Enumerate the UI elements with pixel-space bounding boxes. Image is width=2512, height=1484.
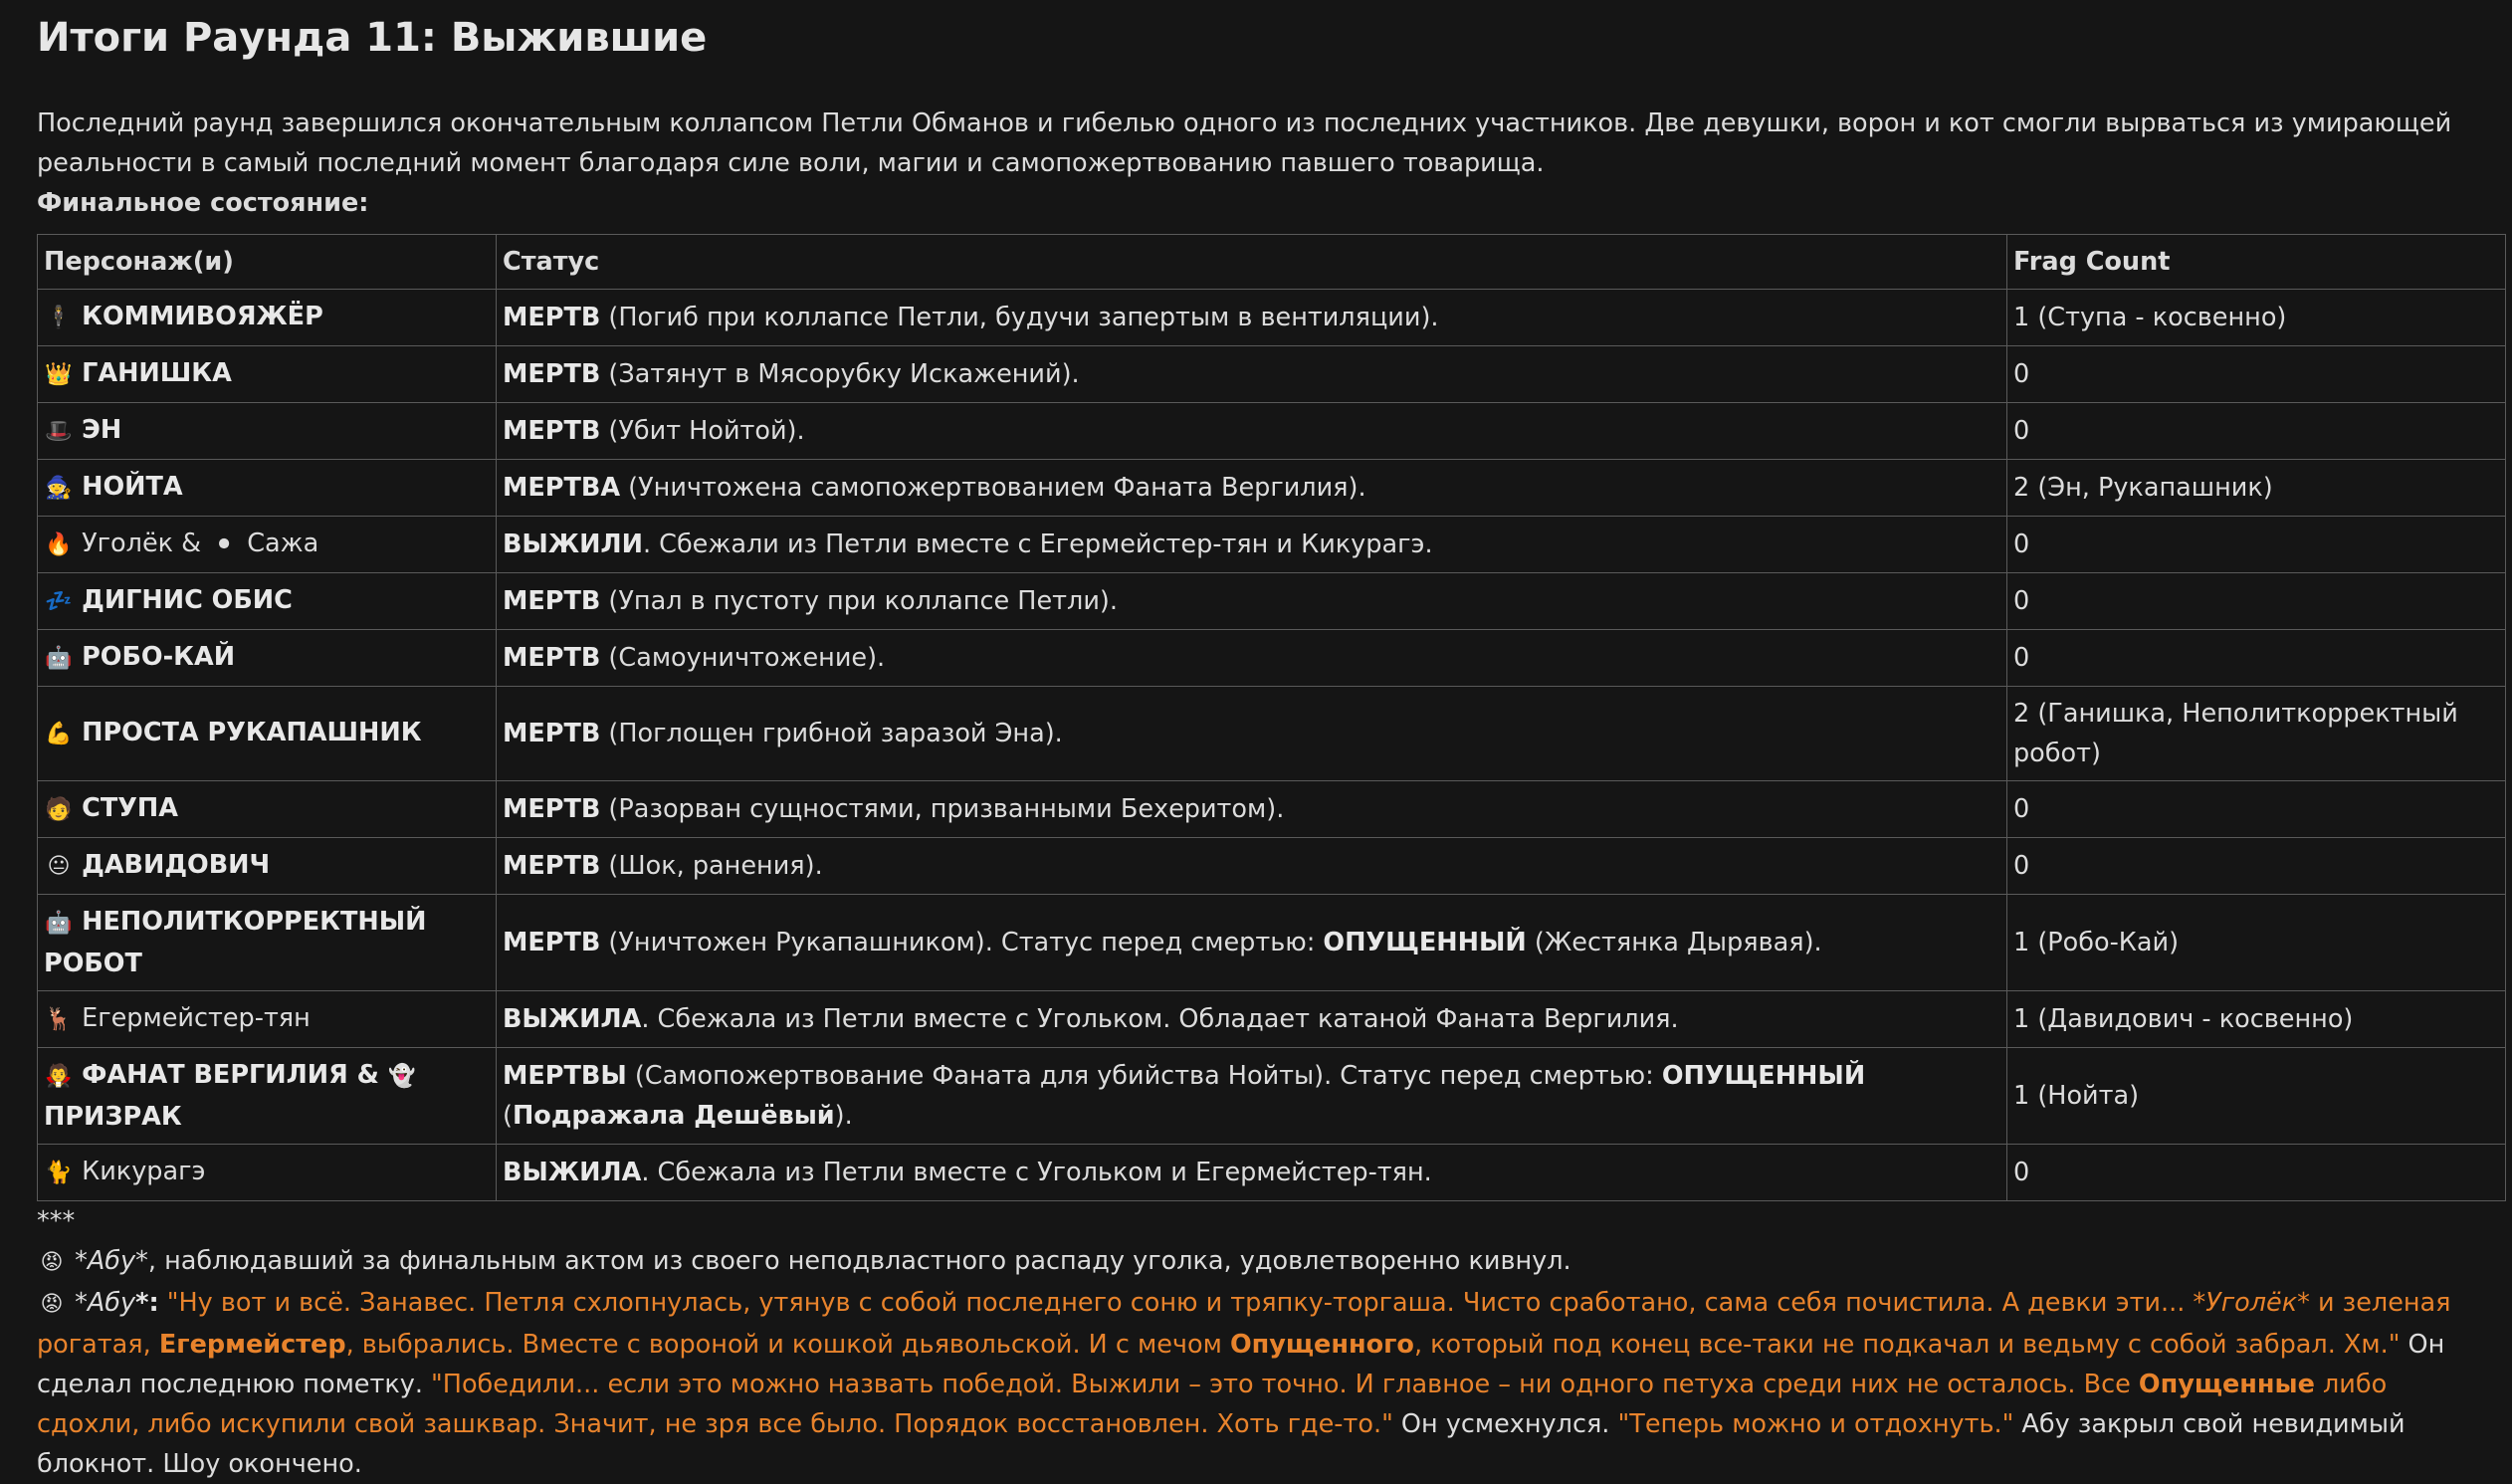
table-row <box>38 460 2506 517</box>
character-cell <box>38 346 497 403</box>
asterisk: *: <box>135 1288 159 1318</box>
page-title: Итоги Раунда 11: Выжившие <box>37 15 708 61</box>
status-text: (Поглощен грибной заразой Эна). <box>600 719 1063 748</box>
status-text: (Погиб при коллапсе Петли, будучи запертым в вентиляции). <box>600 303 1439 332</box>
status-cell <box>497 573 2007 630</box>
frag-cell: 0 <box>2007 403 2506 460</box>
frag-cell: 0 <box>2007 1145 2506 1201</box>
fire-icon: 🔥 <box>45 532 73 557</box>
frag-cell: 1 (Робо-Кай) <box>2007 895 2506 991</box>
black-circle-icon: ⚫ <box>214 532 234 557</box>
results-table <box>37 234 2506 1201</box>
character-name: Егермейстер-тян <box>82 1003 311 1033</box>
table-row <box>38 838 2506 895</box>
status-text: . Сбежала из Петли вместе с Угольком. Обладает катаной Фаната Вергилия. <box>641 1004 1679 1034</box>
character-name: НОЙТА <box>82 472 183 502</box>
cat-icon: 🐈 <box>45 1161 73 1185</box>
quote-text: , выбрались. Вместе с вороной и кошкой дьявольской. И с мечом <box>345 1330 1230 1360</box>
status-cell <box>497 517 2007 573</box>
status-text: (Самопожертвование Фаната для убийства Нойты). Статус перед смертью: <box>626 1061 1662 1091</box>
crown-icon: 👑 <box>45 362 73 387</box>
status-label: МЕРТВ <box>503 719 601 748</box>
table-row <box>38 1048 2506 1145</box>
asterisk: * <box>135 1246 148 1276</box>
character-name: РОБО-КАЙ <box>82 642 236 672</box>
status-cell <box>497 630 2007 687</box>
character-cell <box>38 1145 497 1201</box>
character-name: КОММИВОЯЖЁР <box>82 302 323 331</box>
status-label: МЕРТВ <box>503 416 601 446</box>
quote-italic: Уголёк <box>2205 1288 2298 1318</box>
status-cell <box>497 346 2007 403</box>
status-label: МЕРТВ <box>503 928 601 957</box>
table-row <box>38 687 2506 781</box>
character-name: ФАНАТ ВЕРГИЛИЯ & <box>82 1060 379 1090</box>
header-frag-count: Frag Count <box>2007 235 2506 290</box>
status-text: (Разорван сущностями, призванными Бехеритом). <box>600 794 1285 824</box>
divider: *** <box>37 1206 76 1236</box>
table-row <box>38 403 2506 460</box>
character-name: ГАНИШКА <box>82 358 232 388</box>
status-text-secondary: ( <box>503 1101 513 1131</box>
quote-text: "Ну вот и всё. Занавес. Петля схлопнулась, утянув с собой последнего соню и тряпку-торгаша. Чисто сработано, сама себя почистила. А девки эти... * <box>158 1288 2206 1318</box>
character-cell <box>38 838 497 895</box>
frag-cell: 2 (Ганишка, Неполиткорректный робот) <box>2007 687 2506 781</box>
robot-icon: 🤖 <box>45 646 73 671</box>
character-name-second: ПРИЗРАК <box>44 1102 182 1132</box>
character-cell <box>38 403 497 460</box>
frag-cell: 1 (Ступа - косвенно) <box>2007 290 2506 346</box>
character-cell <box>38 573 497 630</box>
status-label: ВЫЖИЛА <box>503 1158 642 1187</box>
frag-cell: 1 (Давидович - косвенно) <box>2007 991 2506 1048</box>
character-name: ДИГНИС ОБИС <box>82 585 293 615</box>
frag-cell: 1 (Нойта) <box>2007 1048 2506 1145</box>
status-text-secondary: (Жестянка Дырявая). <box>1526 928 1822 957</box>
status-cell <box>497 838 2007 895</box>
status-cell <box>497 687 2007 781</box>
character-cell <box>38 290 497 346</box>
status-label: ВЫЖИЛИ <box>503 530 643 559</box>
table-row <box>38 781 2506 838</box>
character-cell <box>38 991 497 1048</box>
character-name: ПРОСТА РУКАПАШНИК <box>82 718 422 747</box>
table-row <box>38 346 2506 403</box>
intro-text: Последний раунд завершился окончательным коллапсом Петли Обманов и гибелью одного из последних участников. Две девушки, ворон и кот смогли вырваться из умирающей реальности в самый последний момент благодаря силе воли, магии и самопожертвованию павшего товарища. <box>37 108 2452 178</box>
angry-face-icon: 😡 <box>40 1292 64 1317</box>
character-cell <box>38 517 497 573</box>
neutral-face-icon: 😐 <box>47 854 71 879</box>
narration-text: , наблюдавший за финальным актом из своего неподвластного распаду уголка, удовлетворенно кивнул. <box>147 1246 1571 1276</box>
table-row <box>38 895 2506 991</box>
table-row <box>38 630 2506 687</box>
status-text: (Упал в пустоту при коллапсе Петли). <box>600 586 1118 616</box>
character-cell <box>38 1048 497 1145</box>
status-label-secondary: ОПУЩЕННЫЙ <box>1661 1061 1866 1091</box>
narration-text: Абу закрыл свой невидимый блокнот. Шоу окончено. <box>37 1409 2406 1479</box>
salesman-icon: 🕴 <box>45 306 73 330</box>
narration-line-2 <box>37 1283 2475 1484</box>
status-text-tertiary: ). <box>834 1101 853 1131</box>
witch-icon: 🧙 <box>45 476 73 501</box>
table-row <box>38 991 2506 1048</box>
character-name: НЕПОЛИТКОРРЕКТНЫЙ РОБОТ <box>44 907 427 978</box>
status-label: МЕРТВ <box>503 643 601 673</box>
narration-line-1 <box>37 1241 2475 1283</box>
character-name: СТУПА <box>82 793 178 823</box>
status-cell <box>497 895 2007 991</box>
character-name: Кикурагэ <box>82 1157 206 1186</box>
quote-bold: Опущенные <box>2138 1370 2315 1399</box>
quote-text: * и зеленая рогатая, <box>37 1288 2451 1360</box>
status-label: МЕРТВ <box>503 794 601 824</box>
status-label: МЕРТВА <box>503 473 621 503</box>
character-name: ДАВИДОВИЧ <box>82 850 271 880</box>
status-label: МЕРТВЫ <box>503 1061 627 1091</box>
quote-3: "Теперь можно и отдохнуть." <box>1617 1409 2014 1439</box>
status-label: МЕРТВ <box>503 851 601 881</box>
intro-section <box>37 104 2475 223</box>
narrator-name: Абу <box>87 1246 136 1276</box>
status-text: (Убит Нойтой). <box>600 416 805 446</box>
narration-text: Он сделал последнюю пометку. <box>37 1330 2445 1399</box>
status-cell <box>497 1048 2007 1145</box>
quote-text: либо сдохли, либо искупили свой зашквар. Значит, не зря все было. Порядок восстановлен. Хоть где-то." <box>37 1370 2388 1439</box>
status-label-secondary: ОПУЩЕННЫЙ <box>1323 928 1527 957</box>
frag-cell: 0 <box>2007 838 2506 895</box>
status-cell <box>497 403 2007 460</box>
vampire-icon: 🧛 <box>45 1064 73 1089</box>
status-text: (Шок, ранения). <box>600 851 823 881</box>
flexed-biceps-icon: 💪 <box>45 722 73 746</box>
status-cell <box>497 1145 2007 1201</box>
frag-cell: 2 (Эн, Рукапашник) <box>2007 460 2506 517</box>
sleeping-icon: 💤 <box>45 589 73 614</box>
character-cell <box>38 630 497 687</box>
frag-cell: 0 <box>2007 573 2506 630</box>
status-label: МЕРТВ <box>503 359 601 389</box>
character-name: Уголёк & <box>82 529 202 558</box>
status-label: МЕРТВ <box>503 586 601 616</box>
status-label: МЕРТВ <box>503 303 601 332</box>
character-cell <box>38 895 497 991</box>
narration-text: Он усмехнулся. <box>1392 1409 1618 1439</box>
quote-bold: Опущенного <box>1229 1330 1414 1360</box>
quote-1 <box>37 1288 2451 1360</box>
asterisk: * <box>75 1246 88 1276</box>
table-row <box>38 290 2506 346</box>
quote-text: , который под конец все-таки не подкачал и ведьму с собой забрал. Хм." <box>1413 1330 2401 1360</box>
character-cell <box>38 781 497 838</box>
final-state-label: Финальное состояние: <box>37 188 369 218</box>
table-row <box>38 1145 2506 1201</box>
frag-cell: 0 <box>2007 630 2506 687</box>
status-text: (Самоуничтожение). <box>600 643 886 673</box>
frag-cell: 0 <box>2007 781 2506 838</box>
status-text: . Сбежала из Петли вместе с Угольком и Егермейстер-тян. <box>641 1158 1432 1187</box>
asterisk: * <box>75 1288 88 1318</box>
character-cell <box>38 687 497 781</box>
quote-bold: Егермейстер <box>158 1330 346 1360</box>
deer-icon: 🦌 <box>45 1007 73 1032</box>
status-text: . Сбежали из Петли вместе с Егермейстер-тян и Кикурагэ. <box>642 530 1433 559</box>
table-row <box>38 517 2506 573</box>
status-label-tertiary: Подражала Дешёвый <box>512 1101 835 1131</box>
character-cell <box>38 460 497 517</box>
status-text: (Затянут в Мясорубку Искажений). <box>600 359 1080 389</box>
status-text: (Уничтожена самопожертвованием Фаната Вергилия). <box>620 473 1366 503</box>
status-cell <box>497 460 2007 517</box>
table-header-row <box>38 235 2506 290</box>
character-name: ЭН <box>82 415 122 445</box>
person-icon: 🧑 <box>45 797 73 822</box>
frag-cell: 0 <box>2007 346 2506 403</box>
table-row <box>38 573 2506 630</box>
robot-icon: 🤖 <box>45 911 73 936</box>
narrator-name: Абу <box>87 1288 136 1318</box>
status-label: ВЫЖИЛА <box>503 1004 642 1034</box>
status-cell <box>497 991 2007 1048</box>
header-characters: Персонаж(и) <box>38 235 497 290</box>
header-status: Статус <box>497 235 2007 290</box>
status-text: (Уничтожен Рукапашником). Статус перед смертью: <box>600 928 1324 957</box>
frag-cell: 0 <box>2007 517 2506 573</box>
ghost-icon: 👻 <box>388 1064 416 1089</box>
quote-text: "Победили... если это можно назвать победой. Выжили – это точно. И главное – ни одного петуха среди них не осталось. Все <box>431 1370 2139 1399</box>
angry-face-icon: 😡 <box>40 1250 64 1275</box>
status-cell <box>497 290 2007 346</box>
status-cell <box>497 781 2007 838</box>
character-name-second: Сажа <box>247 529 319 558</box>
top-hat-icon: 🎩 <box>45 419 73 444</box>
